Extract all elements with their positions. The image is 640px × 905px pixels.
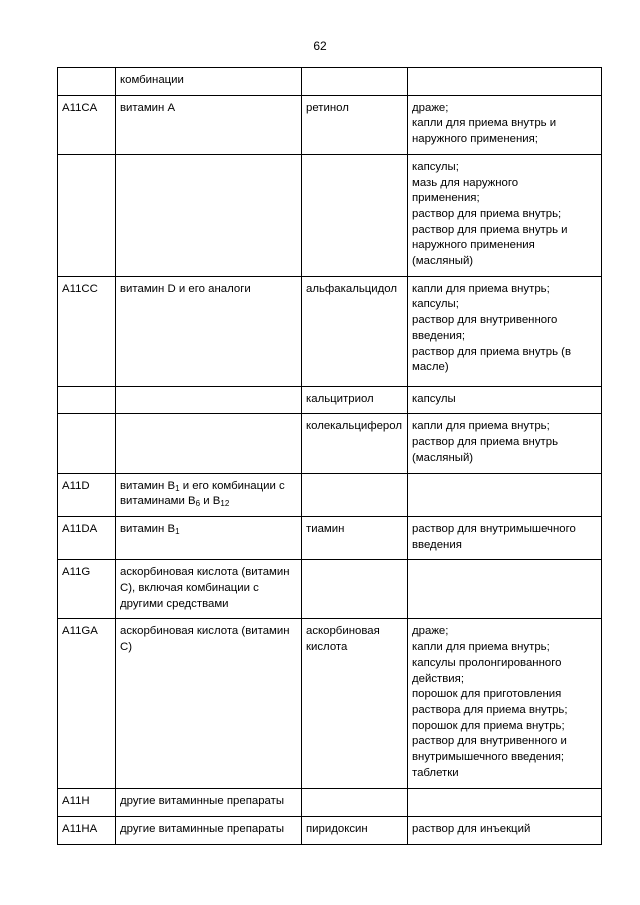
cell-text-line: колекальциферол bbox=[306, 420, 402, 433]
atc-code: A11CC bbox=[62, 282, 98, 295]
cell-forms bbox=[408, 560, 602, 619]
cell-text-line: раствор для приема внутрь; bbox=[412, 207, 562, 220]
cell-text-line: раствор для внутривенного bbox=[412, 314, 558, 327]
cell-text-line: кислота bbox=[306, 641, 348, 654]
cell-text-line: мазь для наружного bbox=[412, 176, 519, 189]
cell-text-line: масле) bbox=[412, 361, 449, 374]
cell-text-line: аскорбиновая кислота (витамин bbox=[120, 625, 290, 638]
cell-group bbox=[116, 473, 302, 516]
cell-group bbox=[116, 619, 302, 789]
cell-forms bbox=[408, 276, 602, 386]
cell-name bbox=[302, 414, 408, 473]
cell-code bbox=[58, 386, 116, 414]
cell-code bbox=[58, 473, 116, 516]
cell-text-line: раствора для приема внутрь; bbox=[412, 703, 568, 716]
cell-text-line: раствор для внутривенного и bbox=[412, 735, 567, 748]
cell-text-line: капли для приема внутрь; bbox=[412, 641, 550, 654]
table-row bbox=[58, 386, 602, 414]
cell-text-line bbox=[120, 494, 297, 510]
cell-text-line: витамин D и его аналоги bbox=[120, 282, 251, 295]
atc-code: A11D bbox=[62, 479, 90, 492]
cell-name bbox=[302, 95, 408, 154]
cell-text-line: раствор для приема внутрь и bbox=[412, 223, 568, 236]
table-row bbox=[58, 473, 602, 516]
page-number: 62 bbox=[313, 39, 327, 53]
cell-forms bbox=[408, 154, 602, 276]
cell-forms bbox=[408, 414, 602, 473]
cell-name bbox=[302, 68, 408, 96]
text-part: и B bbox=[200, 495, 221, 508]
cell-group bbox=[116, 276, 302, 386]
cell-code bbox=[58, 817, 116, 845]
cell-text-line: порошок для приема внутрь; bbox=[412, 719, 565, 732]
cell-forms bbox=[408, 95, 602, 154]
cell-forms bbox=[408, 817, 602, 845]
atc-code: A11HA bbox=[62, 823, 98, 836]
table-row bbox=[58, 154, 602, 276]
atc-code: A11G bbox=[62, 566, 91, 579]
cell-code bbox=[58, 560, 116, 619]
cell-name bbox=[302, 560, 408, 619]
cell-code bbox=[58, 95, 116, 154]
subscript: 6 bbox=[195, 499, 201, 509]
cell-name bbox=[302, 386, 408, 414]
cell-text-line: капли для приема внутрь и bbox=[412, 117, 557, 130]
table-row bbox=[58, 789, 602, 817]
cell-text-line: C) bbox=[120, 641, 133, 654]
cell-text-line: таблетки bbox=[412, 766, 459, 779]
cell-text-line: капли для приема внутрь; bbox=[412, 420, 550, 433]
text-part: витамин B bbox=[120, 479, 176, 492]
atc-code: A11H bbox=[62, 795, 90, 808]
cell-text-line: наружного применения; bbox=[412, 133, 538, 146]
cell-group bbox=[116, 386, 302, 414]
table-row bbox=[58, 817, 602, 845]
cell-name bbox=[302, 516, 408, 559]
cell-code bbox=[58, 789, 116, 817]
cell-group bbox=[116, 789, 302, 817]
table-row bbox=[58, 619, 602, 789]
cell-text-line: драже; bbox=[412, 101, 449, 114]
cell-code bbox=[58, 154, 116, 276]
cell-code bbox=[58, 68, 116, 96]
atc-code: A11DA bbox=[62, 522, 98, 535]
cell-forms bbox=[408, 619, 602, 789]
cell-text-line: комбинации bbox=[120, 74, 184, 86]
cell-forms bbox=[408, 789, 602, 817]
table-row bbox=[58, 276, 602, 386]
drug-table bbox=[57, 67, 602, 845]
cell-group bbox=[116, 560, 302, 619]
cell-text-line: кальцитриол bbox=[306, 392, 374, 405]
cell-text-line: другие витаминные препараты bbox=[120, 795, 285, 808]
cell-name bbox=[302, 789, 408, 817]
cell-group bbox=[116, 95, 302, 154]
cell-text-line: раствор для приема внутрь bbox=[412, 436, 559, 449]
cell-text-line: капсулы пролонгированного bbox=[412, 656, 562, 669]
subscript: 12 bbox=[220, 499, 230, 509]
cell-text-line: ретинол bbox=[306, 101, 349, 114]
text-part: витаминами B bbox=[120, 495, 196, 508]
table-row bbox=[58, 68, 602, 96]
cell-name bbox=[302, 154, 408, 276]
cell-group bbox=[116, 68, 302, 96]
cell-text-line: капсулы bbox=[412, 392, 456, 405]
cell-text-line: наружного применения bbox=[412, 239, 535, 252]
drug-table-body bbox=[58, 68, 602, 845]
atc-code: A11CA bbox=[62, 101, 98, 114]
cell-forms bbox=[408, 516, 602, 559]
cell-name bbox=[302, 619, 408, 789]
cell-text-line: витамин A bbox=[120, 101, 176, 114]
cell-group bbox=[116, 414, 302, 473]
cell-text-line: капсулы; bbox=[412, 160, 459, 173]
cell-text-line: введения bbox=[412, 538, 462, 551]
text-part: витамин B bbox=[120, 522, 176, 535]
cell-text-line: капсулы; bbox=[412, 298, 459, 311]
cell-text-line: раствор для внутримышечного bbox=[412, 522, 576, 535]
subscript: 1 bbox=[175, 526, 180, 536]
cell-text-line: порошок для приготовления bbox=[412, 688, 562, 701]
cell-name bbox=[302, 276, 408, 386]
cell-text-line bbox=[120, 522, 297, 538]
table-row bbox=[58, 516, 602, 559]
cell-text-line: аскорбиновая bbox=[306, 625, 380, 638]
cell-text-line bbox=[120, 479, 297, 495]
table-row bbox=[58, 560, 602, 619]
cell-text-line: пиридоксин bbox=[306, 823, 368, 836]
table-row bbox=[58, 414, 602, 473]
cell-name bbox=[302, 473, 408, 516]
cell-text-line: раствор для инъекций bbox=[412, 823, 531, 836]
cell-text-line: внутримышечного введения; bbox=[412, 751, 565, 764]
cell-text-line: действия; bbox=[412, 672, 465, 685]
cell-text-line: драже; bbox=[412, 625, 449, 638]
cell-text-line: C), включая комбинации с bbox=[120, 582, 259, 595]
cell-text-line: применения; bbox=[412, 192, 480, 205]
cell-code bbox=[58, 619, 116, 789]
subscript: 1 bbox=[175, 483, 180, 493]
cell-text-line: аскорбиновая кислота (витамин bbox=[120, 566, 290, 579]
cell-text-line: капли для приема внутрь; bbox=[412, 282, 550, 295]
cell-text-line: введения; bbox=[412, 329, 466, 342]
cell-group bbox=[116, 154, 302, 276]
cell-code bbox=[58, 414, 116, 473]
text-part: и его комбинации с bbox=[179, 479, 285, 492]
cell-text-line: другими средствами bbox=[120, 597, 229, 610]
atc-code: A11GA bbox=[62, 625, 98, 638]
cell-group bbox=[116, 516, 302, 559]
cell-text-line: (масляный) bbox=[412, 451, 474, 464]
cell-text-line: альфакальцидол bbox=[306, 282, 398, 295]
cell-name bbox=[302, 817, 408, 845]
table-row bbox=[58, 95, 602, 154]
cell-group bbox=[116, 817, 302, 845]
cell-forms bbox=[408, 473, 602, 516]
cell-code bbox=[58, 516, 116, 559]
cell-text-line: тиамин bbox=[306, 522, 345, 535]
cell-text-line: раствор для приема внутрь (в bbox=[412, 345, 572, 358]
cell-forms bbox=[408, 68, 602, 96]
cell-code bbox=[58, 276, 116, 386]
cell-text-line: (масляный) bbox=[412, 255, 474, 268]
cell-forms bbox=[408, 386, 602, 414]
cell-text-line: другие витаминные препараты bbox=[120, 823, 285, 836]
